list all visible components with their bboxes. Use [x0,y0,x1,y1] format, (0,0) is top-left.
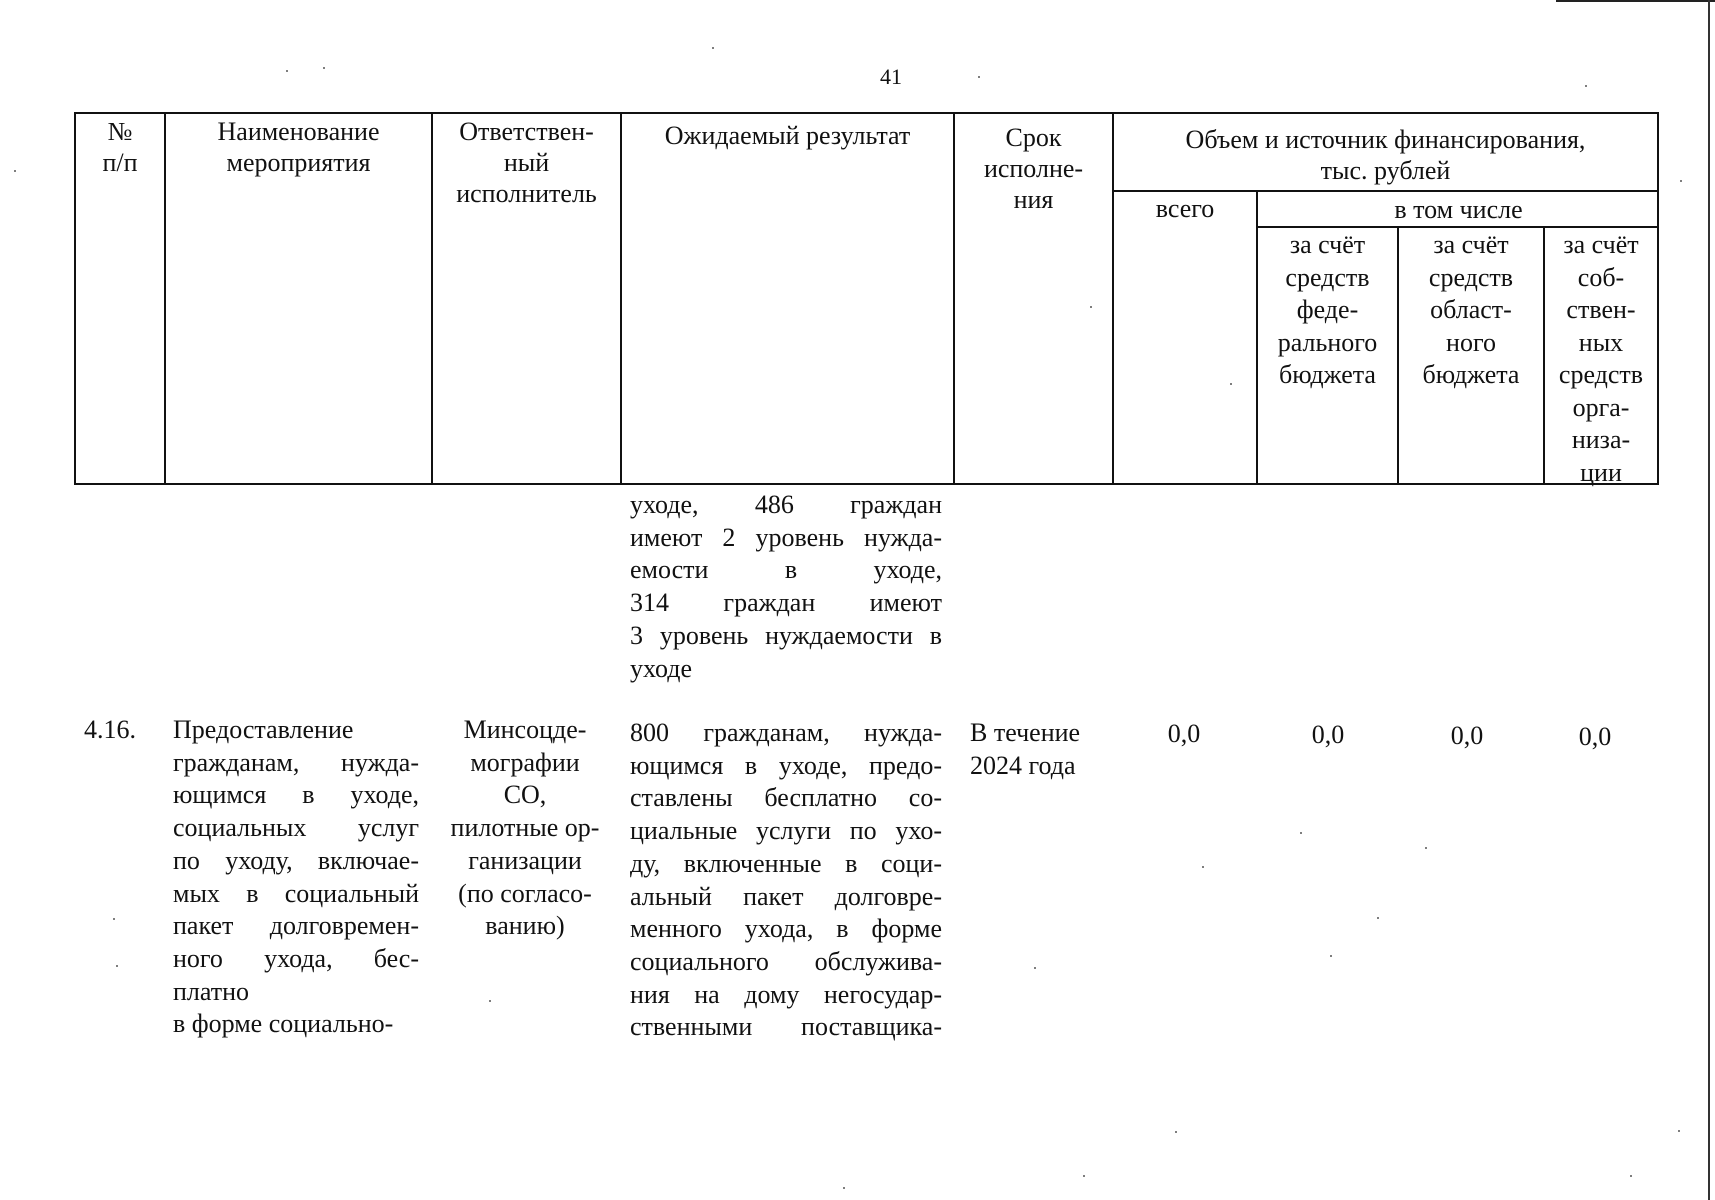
scan-speck [489,1000,491,1002]
row-responsible [436,714,614,943]
row-expected-result [630,717,942,1044]
scan-speck [1678,1130,1680,1132]
result-line: емости в уходе, [630,555,942,585]
row-regional: 0,0 [1450,721,1484,750]
scan-speck [1425,847,1427,849]
name-line: по уходу, включае- [173,845,419,875]
result-line: уходе, 486 граждан [630,490,942,519]
row-own: 0,0 [1578,722,1612,751]
name-line: в форме социально- [173,1009,394,1039]
header-total: всего [1155,194,1215,223]
scan-edge-right [1708,0,1710,1200]
result-line: 314 граждан имеют [630,588,942,618]
name-line: платно [173,976,250,1006]
row-term [970,717,1120,782]
header-name: Наименование мероприятия [217,117,380,177]
scan-speck [113,918,115,920]
header-funding: Объем и источник финансирования, тыс. рублей [1185,125,1586,185]
header-including: в том числе [1394,195,1523,224]
scan-speck [1202,866,1204,868]
resp-line: Минсоцде- [463,715,587,744]
scan-speck [1377,917,1379,919]
term-line: В течение [970,718,1081,747]
result-line: альный пакет долговре- [630,881,942,911]
term-line: 2024 года [970,750,1076,780]
header-num: № п/п [102,117,138,177]
table-header [74,112,1659,485]
scan-speck [712,47,714,49]
result-line: ставлены бесплатно со- [630,783,942,813]
scan-speck [1083,1175,1085,1177]
resp-line: пилотные ор- [450,813,600,843]
scan-speck [843,1187,845,1189]
resp-line: ганизации [468,845,582,875]
scan-speck [116,965,118,967]
scan-speck [1585,85,1587,87]
header-federal: за счёт средств феде- рального бюджета [1277,230,1378,389]
name-line: пакет долговремен- [173,911,419,941]
header-own: за счёт соб- ствен- ных средств орга- низа- ции [1558,230,1644,487]
page-number: 41 [880,64,902,89]
header-expected-result: Ожидаемый результат [664,121,911,150]
scan-speck [14,170,16,172]
result-line: 3 уровень нуждаемости в [630,620,942,650]
row-name [173,714,419,1041]
header-regional: за счёт средств област- ного бюджета [1422,230,1520,389]
result-line: ственными поставщика- [630,1012,942,1042]
scan-speck [1230,383,1232,385]
scan-speck [1034,967,1036,969]
resp-line: ванию) [485,911,565,941]
scan-speck [1330,955,1332,957]
result-line: имеют 2 уровень нужда- [630,522,942,552]
scan-speck [1630,1175,1632,1177]
resp-line: (по согласо- [458,878,592,908]
name-line: мых в социальный [173,878,419,908]
resp-line: мографии [470,747,580,777]
result-line: менного ухода, в форме [630,914,942,944]
row-number: 4.16. [84,715,136,744]
name-line: Предоставление [173,715,354,744]
result-line: ду, включенные в соци- [630,848,942,878]
name-line: гражданам, нужда- [173,747,419,777]
result-line: 800 гражданам, нужда- [630,718,942,747]
scan-speck [286,70,288,72]
scan-speck [1175,1131,1177,1133]
name-line: ющимся в уходе, [173,780,419,810]
row-total: 0,0 [1167,719,1201,748]
result-line: ющимся в уходе, предо- [630,750,942,780]
header-term: Срок исполне- ния [983,123,1084,214]
name-line: ного ухода, бес- [173,943,419,973]
scan-speck [978,76,980,78]
result-line: циальные услуги по ухо- [630,816,942,846]
scan-speck [1680,180,1682,182]
result-line: уходе [630,653,693,683]
row-federal: 0,0 [1311,720,1345,749]
continuation-result [630,489,942,685]
scan-speck [1300,832,1302,834]
result-line: ния на дому негосудар- [630,979,942,1009]
scan-speck [323,67,325,69]
result-line: социального обслужива- [630,946,942,976]
name-line: социальных услуг [173,813,419,843]
scan-speck [1090,306,1092,308]
header-responsible: Ответствен- ный исполнитель [456,117,597,208]
resp-line: СО, [503,780,547,810]
scan-edge-top [1556,0,1715,2]
